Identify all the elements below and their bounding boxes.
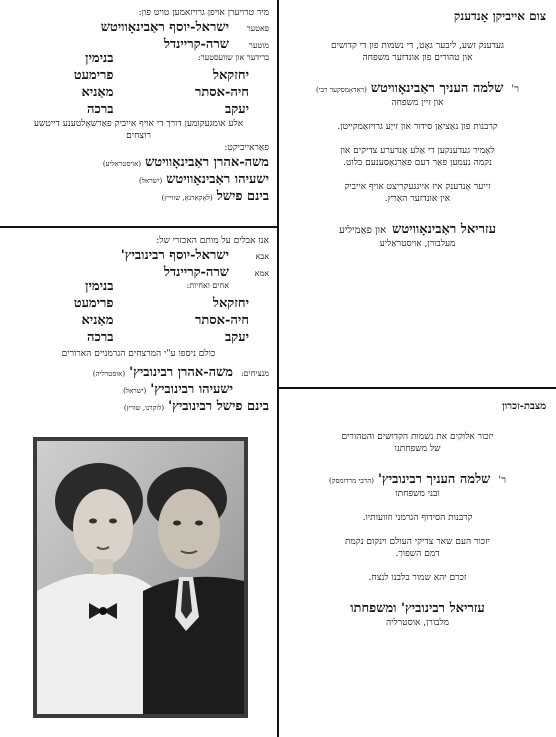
mourner-row <box>8 171 269 188</box>
father-name: ישראל-יוסף ראַבינאָוויטש <box>100 20 229 35</box>
father-row <box>8 19 269 36</box>
sibling-name: מאַניא <box>81 313 114 328</box>
hebrew-memorial-title: מצבת-זכרון <box>502 401 546 412</box>
father-label: אבא <box>255 252 269 261</box>
mother-name: שרה-קריינדל <box>163 37 229 52</box>
rabbi-row <box>289 471 546 488</box>
signer-name: עזריאל רבינוביץ' ומשפחתו <box>350 601 485 616</box>
sibling-name: ברכה <box>87 102 114 117</box>
signer-place: מעלבורן, אויסטראַליע <box>379 239 456 249</box>
mourner-place: (ישראל) <box>139 177 163 185</box>
father-name: ישראל-יוסף רבינוביץ' <box>120 248 229 263</box>
sibling-name: ברכה <box>87 330 114 345</box>
sibling-name: יחזקאל <box>212 68 249 83</box>
siblings-label: ברידער און שוועסטער: <box>198 53 269 62</box>
mourner-name: בינם פישל רבינוביץ' <box>168 399 269 414</box>
remember-others-line-1: לאָמיר געדענקען די אַלע אַנדערע צדיקים און <box>340 146 495 156</box>
family-text: ובני משפחתו <box>395 489 440 499</box>
mourner-place: (אויסטראַליע) <box>102 160 142 168</box>
victims-text: קרבנות הסידוף הגרמני וזוועותיו. <box>362 513 473 523</box>
remember-others-line-2: דמם השפוך. <box>395 549 440 559</box>
eternal-line: זכרם יהא שמור בלבנו לנצח. <box>368 573 467 583</box>
mother-label: אמא <box>254 269 269 278</box>
yiddish-family-panel <box>0 0 277 226</box>
father-row <box>8 247 269 264</box>
rabbi-title: (הרבי מרדומסק) <box>328 477 374 485</box>
rabbi-name: שלמה העניך ראַבינאָוויטש <box>370 81 504 96</box>
mourner-place: (ישראל) <box>123 387 147 395</box>
sibling-name: בנימין <box>85 279 114 294</box>
sibling-name: פרימעט <box>73 68 114 83</box>
remember-line-2: של משפחתנו <box>394 444 441 454</box>
yiddish-intro: מיר טרויערן אויפן גרויזאמען טויט פון: <box>138 8 269 18</box>
mourner-row <box>8 398 269 415</box>
eternal-line-2: אין אונדזער האַרץ. <box>384 194 451 204</box>
father-label: פאטער <box>246 24 269 33</box>
rabbi-title: (ראַדאָמסקער רבי) <box>316 86 367 94</box>
mourner-row <box>8 154 269 171</box>
sibling-name: יעקב <box>225 330 249 345</box>
couple-photograph <box>33 437 248 718</box>
victims-text: קרבנות פון נאַציאַן סידור און זייַע גרויזאַמקייטן. <box>337 122 498 132</box>
remember-line-1: געדענק זשע, ליבער גאָט, די נשמות פון די קדושים <box>331 41 504 51</box>
mother-label: מוטער <box>248 41 269 50</box>
mourner-place: (לאָקאַרנאָ, שווייץ) <box>161 194 213 202</box>
hebrew-intro: אנו אבלים על מותם האכזרי של: <box>156 236 269 246</box>
mourner-place: (לוקרנו, שוויץ) <box>123 404 165 412</box>
rabbi-prefix: ר' <box>498 475 507 486</box>
sibling-name: חיה-אסתר <box>194 85 249 100</box>
remember-others-line-2: נקמה נעמען פאַר דעם פאַרגאָסענעם בלוט. <box>343 158 492 168</box>
hebrew-memorial-panel <box>279 389 556 737</box>
remember-others-line-1: יזכור העם שאר צדיקי העולם וינקום נקמת <box>344 537 491 547</box>
mourner-name: בינם פישל <box>216 189 269 204</box>
mourner-row <box>8 381 269 398</box>
mourners-label: מנציחים: <box>240 369 269 378</box>
sibling-name: יחזקאל <box>212 296 249 311</box>
sibling-name: בנימין <box>85 51 114 66</box>
rabbi-prefix: ר' <box>511 84 519 95</box>
mourner-name: משה-אהרן רבינוביץ' <box>129 365 233 380</box>
signer-place: מלבורן, אוסטרליה <box>385 618 450 628</box>
mother-name: שרה-קריינדל <box>163 265 229 280</box>
sibling-name: פרימעט <box>73 296 114 311</box>
photo-image <box>37 441 244 714</box>
mourner-name: ישעיהו ראַבינאָוויטש <box>166 172 269 187</box>
yiddish-memorial-panel <box>279 0 556 387</box>
mourner-name: משה-אהרן ראַבינאָוויטש <box>145 155 269 170</box>
mourner-place: (אוסטרליה) <box>92 370 126 378</box>
signer-suffix: און פאַמיליע <box>339 225 387 236</box>
signer-name: עזריאל ראַבינאָוויטש <box>392 222 496 237</box>
mourner-row <box>8 364 269 381</box>
signer-row <box>289 221 546 238</box>
mourners-label: פאַראייביקט: <box>224 143 269 153</box>
sibling-name: חיה-אסתר <box>194 313 249 328</box>
killed-text: כולם ניספו ע"י המרצחים הגרמניים הארורים <box>61 349 216 359</box>
sibling-name: מאַניא <box>81 85 114 100</box>
family-text: און זיין משפחה <box>391 98 444 108</box>
rabbi-row <box>289 80 546 97</box>
sibling-name: יעקב <box>225 102 249 117</box>
siblings-label: אחים ואחיות: <box>186 281 229 290</box>
mourner-row <box>8 188 269 205</box>
remember-line-1: יזכור אלוקים את נשמות הקדושים והטהורים <box>341 432 494 442</box>
rabbi-name: שלמה העניך רבינוביץ' <box>377 472 491 487</box>
remember-line-2: און טהורים פון אונדזער משפחה <box>362 53 473 63</box>
eternal-line-1: זייער אָנדענק איז איינגעקריצט אויף אייביק <box>344 182 491 192</box>
yiddish-memorial-title: צום אייביקן אָנדענק <box>453 9 546 23</box>
mourner-name: ישעיהו רבינוביץ' <box>150 382 233 397</box>
killed-text: אלע אומגעקומען דורך די אויף אייביק פאַרשאָלטענע דייטשע רוצחים <box>33 119 244 141</box>
